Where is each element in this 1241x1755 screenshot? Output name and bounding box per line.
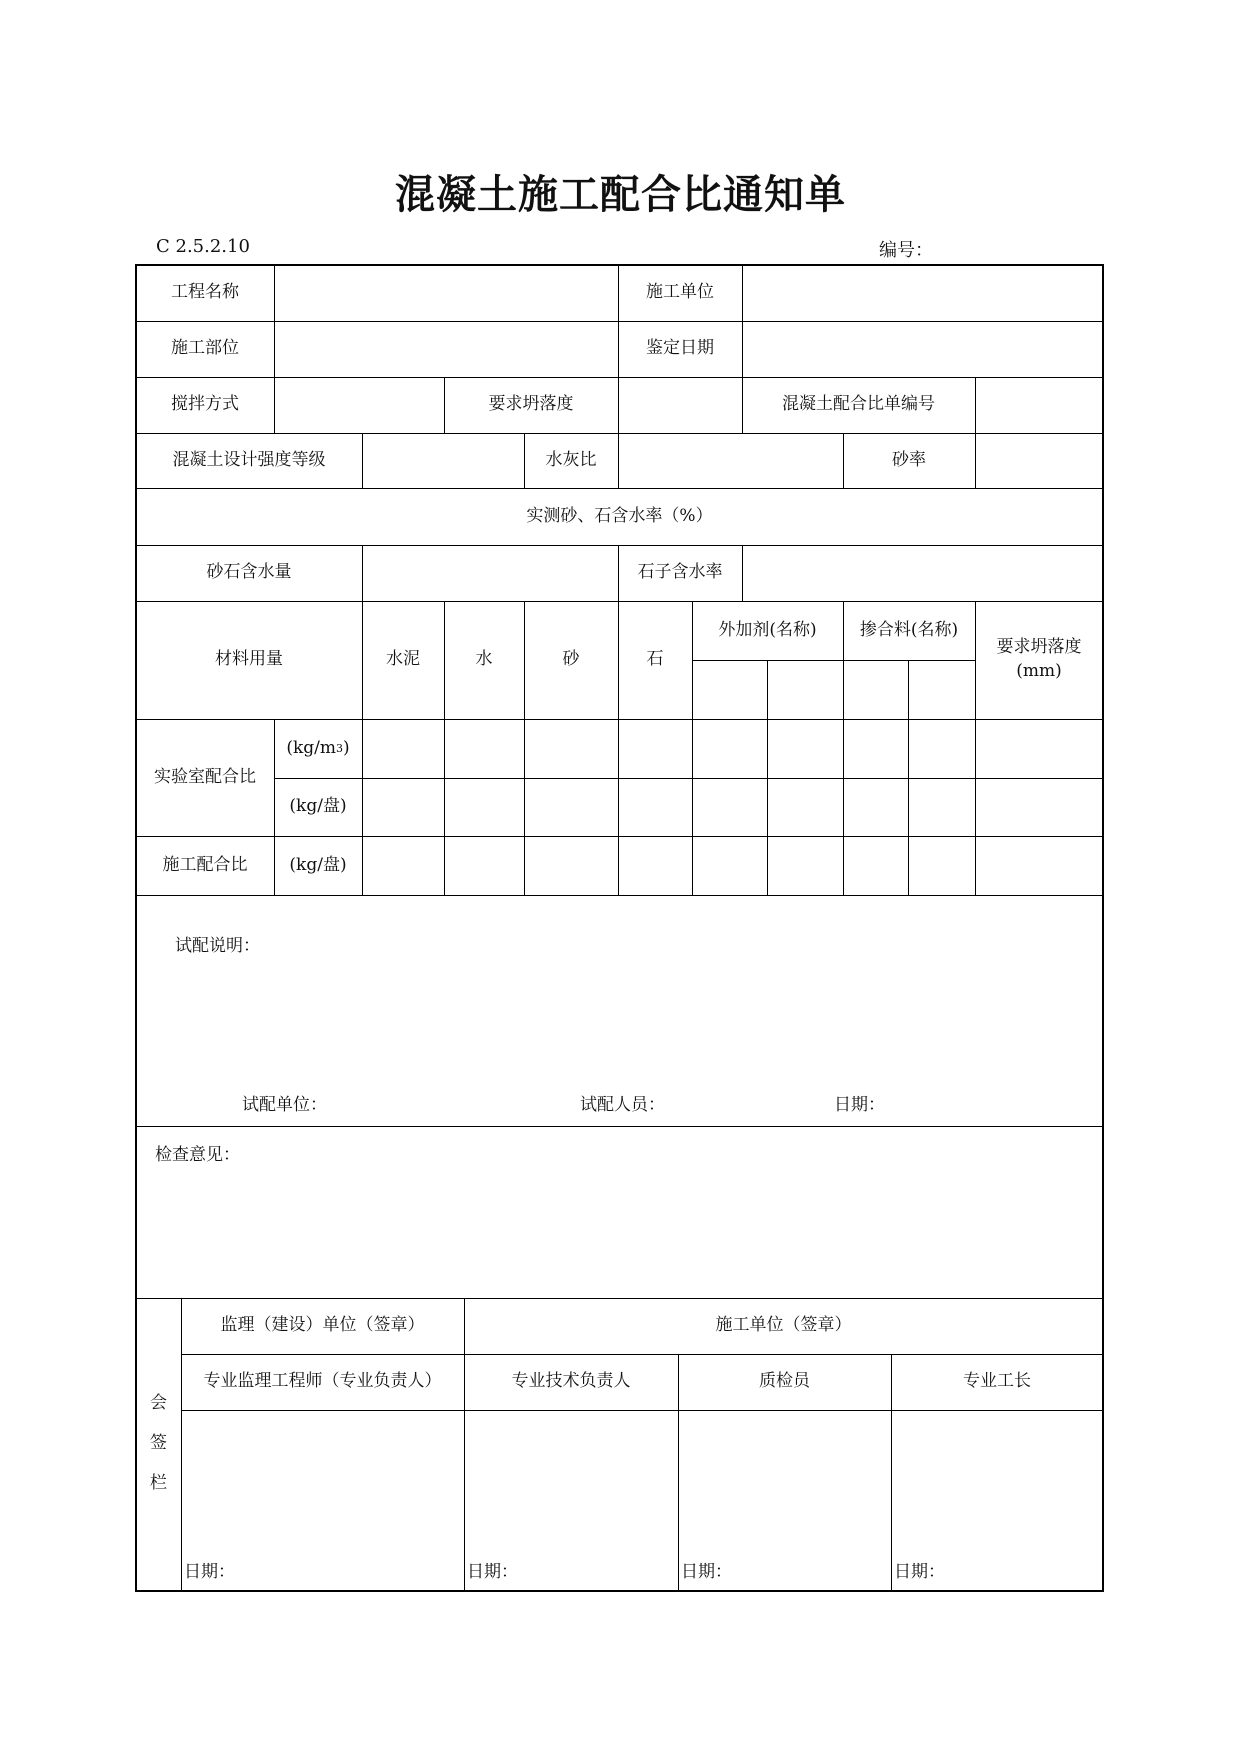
mix-ratio-no-field[interactable] bbox=[976, 378, 1101, 432]
supervisor-unit-heading: 监理（建设）单位（签章） bbox=[220, 1315, 425, 1336]
label-appraisal-date: 鉴定日期 bbox=[646, 338, 714, 359]
trial-date-label: 日期： bbox=[834, 1095, 885, 1115]
supervisor-engineer-heading: 专业监理工程师（专业负责人） bbox=[203, 1371, 442, 1392]
unit-kg-per-batch-site: (kg/盘) bbox=[289, 854, 347, 875]
table-border-bottom bbox=[135, 1590, 1104, 1592]
inspector-date-label: 日期： bbox=[681, 1562, 732, 1582]
supervisor-date-label: 日期： bbox=[184, 1562, 235, 1582]
tech-lead-signature-field[interactable] bbox=[465, 1411, 677, 1551]
label-site-ratio: 施工配合比 bbox=[162, 854, 248, 875]
unit-kgm3-sup: 3 bbox=[336, 741, 344, 755]
form-code: C 2.5.2.10 bbox=[156, 236, 250, 257]
signoff-char-1: 会 bbox=[150, 1393, 167, 1414]
vr bbox=[767, 660, 768, 895]
inspection-field[interactable] bbox=[137, 1170, 1101, 1295]
col-stone: 石 bbox=[646, 649, 664, 670]
signoff-side-label bbox=[136, 1298, 181, 1590]
col-water: 水 bbox=[475, 649, 493, 670]
sand-ratio-field[interactable] bbox=[976, 434, 1101, 487]
col-admixture: 外加剂(名称) bbox=[718, 619, 817, 640]
label-design-strength: 混凝土设计强度等级 bbox=[172, 449, 326, 470]
measured-moisture-heading: 实测砂、石含水率（%） bbox=[526, 505, 713, 526]
label-stone-moisture: 石子含水率 bbox=[637, 562, 723, 583]
foreman-date-label: 日期： bbox=[894, 1562, 945, 1582]
trial-person-label: 试配人员： bbox=[580, 1095, 665, 1115]
label-required-slump: 要求坍落度 bbox=[488, 394, 574, 415]
inspection-label: 检查意见： bbox=[155, 1145, 240, 1165]
number-label: 编号： bbox=[879, 240, 933, 261]
label-project-name: 工程名称 bbox=[171, 282, 239, 303]
design-strength-field[interactable] bbox=[363, 434, 523, 487]
inspector-heading: 质检员 bbox=[759, 1371, 810, 1392]
label-sand-moisture: 砂石含水量 bbox=[206, 562, 292, 583]
construction-unit-field[interactable] bbox=[743, 266, 1101, 320]
label-construction-unit: 施工单位 bbox=[646, 282, 714, 303]
contractor-unit-heading: 施工单位（签章） bbox=[715, 1315, 852, 1336]
sand-moisture-field[interactable] bbox=[363, 546, 617, 600]
label-mix-ratio-no: 混凝土配合比单编号 bbox=[782, 394, 935, 415]
unit-kg-per-batch: (kg/盘) bbox=[289, 796, 347, 817]
signoff-char-2: 签 bbox=[150, 1433, 167, 1454]
label-sand-ratio: 砂率 bbox=[892, 449, 926, 470]
unit-kgm3-text: (kg/m bbox=[286, 737, 337, 758]
label-lab-ratio: 实验室配合比 bbox=[154, 766, 256, 787]
hr bbox=[136, 1126, 1103, 1127]
col-cement: 水泥 bbox=[386, 649, 420, 670]
trial-unit-label: 试配单位： bbox=[242, 1095, 327, 1115]
required-slump-field[interactable] bbox=[619, 378, 741, 432]
foreman-heading: 专业工长 bbox=[963, 1371, 1031, 1392]
label-mixing-method: 搅拌方式 bbox=[171, 394, 239, 415]
hr bbox=[136, 895, 1103, 896]
supervisor-signature-field[interactable] bbox=[182, 1411, 463, 1551]
col-sand: 砂 bbox=[562, 649, 580, 670]
trial-note-field[interactable] bbox=[137, 960, 1101, 1080]
construction-part-field[interactable] bbox=[275, 322, 617, 376]
unit-kg-per-m3 bbox=[274, 719, 362, 778]
label-material-usage: 材料用量 bbox=[215, 649, 283, 670]
trial-note-label: 试配说明： bbox=[175, 936, 260, 956]
appraisal-date-field[interactable] bbox=[743, 322, 1101, 376]
hr bbox=[274, 778, 1103, 779]
foreman-signature-field[interactable] bbox=[892, 1411, 1102, 1551]
project-name-field[interactable] bbox=[275, 266, 617, 320]
unit-kgm3-close: ) bbox=[343, 737, 350, 758]
signoff-char-3: 栏 bbox=[150, 1472, 167, 1493]
page-title: 混凝土施工配合比通知单 bbox=[395, 171, 846, 218]
tech-lead-heading: 专业技术负责人 bbox=[511, 1371, 631, 1392]
label-water-cement-ratio: 水灰比 bbox=[545, 449, 597, 470]
label-construction-part: 施工部位 bbox=[171, 338, 239, 359]
water-cement-ratio-field[interactable] bbox=[619, 434, 842, 487]
hr bbox=[692, 660, 975, 661]
col-slump-line2: (mm) bbox=[1016, 661, 1062, 681]
inspector-signature-field[interactable] bbox=[679, 1411, 890, 1551]
col-slump-line1: 要求坍落度 bbox=[996, 637, 1082, 658]
col-mineral-admixture: 掺合料(名称) bbox=[859, 619, 959, 640]
tech-lead-date-label: 日期： bbox=[467, 1562, 518, 1582]
col-required-slump bbox=[975, 601, 1103, 719]
stone-moisture-field[interactable] bbox=[743, 546, 1101, 600]
mixing-method-field[interactable] bbox=[275, 378, 443, 432]
vr bbox=[908, 660, 909, 895]
